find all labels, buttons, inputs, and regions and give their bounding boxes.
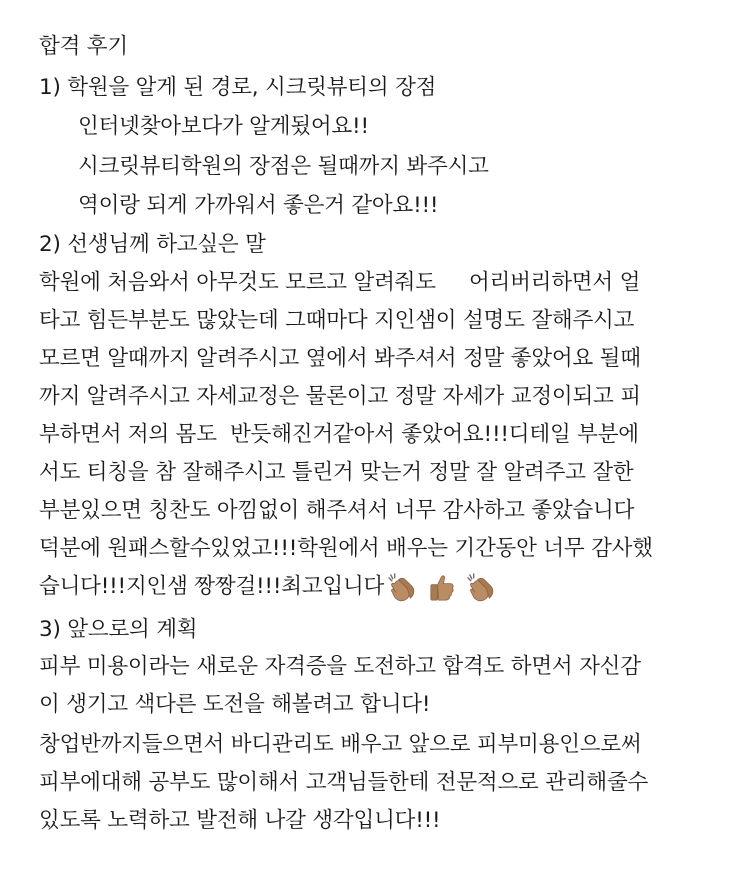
- section-2-line: 모르면 알때까지 알려주시고 옆에서 봐주셔서 정말 좋았어요 될때: [39, 346, 641, 371]
- section-3-line: 이 생기고 색다른 도전을 해볼려고 합니다!: [39, 692, 431, 717]
- section-3-line: 있도록 노력하고 발전해 나갈 생각입니다!!!: [39, 808, 441, 833]
- section-2-line: 덕분에 원패스할수있었고!!!학원에서 배우는 기간동안 너무 감사했: [39, 536, 653, 561]
- section-1-line: 역이랑 되게 가까워서 좋은거 같아요!!!: [78, 193, 439, 218]
- clapping-hands-icon: [386, 572, 417, 603]
- emoji-group: [386, 571, 498, 603]
- section-2-line: 까지 알려주시고 자세교정은 물론이고 정말 자세가 교정이되고 피: [39, 384, 641, 409]
- section-2-line: 부분있으면 칭찬도 아낌없이 해주셔서 너무 감사하고 좋았습니다: [39, 498, 635, 523]
- review-title: 합격 후기: [39, 34, 128, 59]
- section-2-heading: 2) 선생님께 하고싶은 말: [39, 232, 266, 257]
- section-2-line: 부하면서 저의 몸도 반듯해진거같아서 좋았어요!!!디테일 부분에: [39, 422, 639, 447]
- thumbs-up-icon: [426, 572, 457, 603]
- section-3-line: 피부 미용이라는 새로운 자격증을 도전하고 합격도 하면서 자신감: [39, 654, 641, 679]
- section-2-line: 학원에 처음와서 아무것도 모르고 알려줘도 어리버리하면서 얼: [39, 270, 641, 295]
- clapping-hands-icon: [465, 572, 496, 603]
- section-3-line: 피부에대해 공부도 많이해서 고객님들한테 전문적으로 관리해줄수: [39, 770, 649, 795]
- section-1-heading: 1) 학원을 알게 된 경로, 시크릿뷰티의 장점: [39, 75, 437, 100]
- section-2-line: 타고 힘든부분도 많았는데 그때마다 지인샘이 설명도 잘해주시고: [39, 308, 635, 333]
- section-3-line: 창업반까지들으면서 바디관리도 배우고 앞으로 피부미용인으로써: [39, 732, 642, 757]
- section-1-line: 시크릿뷰티학원의 장점은 될때까지 봐주시고: [78, 154, 489, 179]
- section-2-closing-line: [39, 571, 729, 607]
- section-2-line: 서도 티칭을 참 잘해주시고 틀린거 맞는거 정말 잘 알려주고 잘한: [39, 460, 634, 485]
- section-2-closing-text: 습니다!!!지인샘 짱짱걸!!!최고입니다: [39, 574, 385, 599]
- section-1-line: 인터넷찾아보다가 알게됬어요!!: [78, 114, 369, 139]
- section-3-heading: 3) 앞으로의 계획: [39, 617, 198, 642]
